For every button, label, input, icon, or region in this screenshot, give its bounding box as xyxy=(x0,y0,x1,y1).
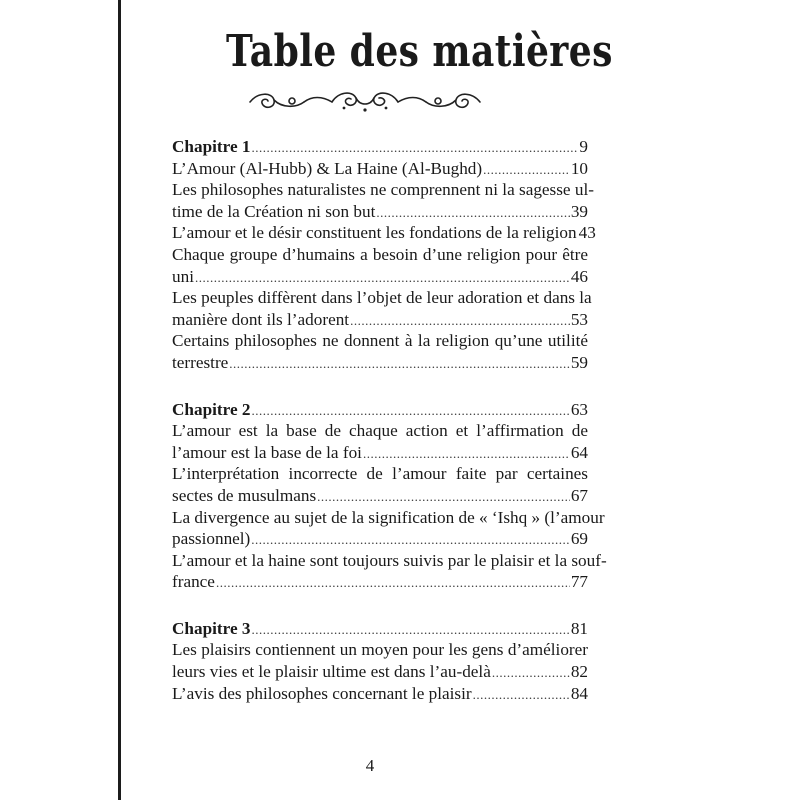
chapter-section xyxy=(172,618,588,704)
toc-entry-last-line-page: 53 xyxy=(570,309,588,329)
dot-leader xyxy=(216,572,570,594)
toc-entry-last-line-page: 82 xyxy=(570,662,588,682)
toc-entry-last-line[interactable] xyxy=(172,571,588,593)
dot-leader xyxy=(350,310,570,332)
toc-entry-line: Les plaisirs contiennent un moyen pour les gens d’améliorer xyxy=(172,640,588,660)
dot-leader xyxy=(483,159,570,181)
dot-leader xyxy=(251,137,578,159)
toc-entry[interactable] xyxy=(172,244,588,287)
table-of-contents xyxy=(172,136,607,704)
dot-leader xyxy=(376,202,569,224)
toc-entry[interactable] xyxy=(172,420,588,463)
toc-entry-last-line-text: l’amour est la base de la foi xyxy=(172,442,362,462)
chapter-heading[interactable] xyxy=(172,618,588,640)
chapter-section xyxy=(172,136,596,374)
toc-entry-last-line[interactable] xyxy=(172,266,588,288)
page-number: 4 xyxy=(365,756,375,775)
toc-entry[interactable] xyxy=(172,179,594,222)
toc-entry-line: Certains philosophes ne donnent à la religion qu’une utilité xyxy=(172,331,588,351)
toc-entry-last-line-text: terrestre xyxy=(172,352,229,372)
toc-entry-last-line[interactable] xyxy=(172,442,588,464)
toc-entry-last-line[interactable] xyxy=(172,661,588,683)
toc-entry-last-line[interactable] xyxy=(172,309,588,331)
chapter-heading-text: Chapitre 1 xyxy=(172,137,251,156)
toc-entry-last-line[interactable] xyxy=(172,352,588,374)
toc-entry[interactable] xyxy=(172,158,588,180)
toc-entry[interactable] xyxy=(172,639,588,682)
toc-entry-last-line-text: leurs vies et le plaisir ultime est dans l’au-delà xyxy=(172,662,491,682)
dot-leader xyxy=(492,662,570,684)
dot-leader xyxy=(229,353,570,375)
chapter-heading[interactable] xyxy=(172,399,588,421)
toc-entry-last-line-page: 84 xyxy=(570,683,588,703)
toc-entry-last-line[interactable] xyxy=(172,222,596,244)
toc-entry[interactable] xyxy=(172,287,592,330)
toc-entry-last-line-text: L’Amour (Al-Hubb) & La Haine (Al-Bughd) xyxy=(172,158,483,178)
toc-entry-last-line-text: sectes de musulmans xyxy=(172,485,317,505)
toc-entry-last-line-page: 77 xyxy=(570,572,588,592)
toc-entry-last-line[interactable] xyxy=(172,528,588,550)
dot-leader xyxy=(363,443,570,465)
toc-entry-last-line[interactable] xyxy=(172,485,588,507)
page-edge-border xyxy=(118,0,121,800)
dot-leader xyxy=(473,684,570,706)
toc-entry-last-line-text: france xyxy=(172,572,215,592)
toc-entry-last-line[interactable] xyxy=(172,158,588,180)
chapter-heading-page: 81 xyxy=(570,618,588,638)
ornament-divider xyxy=(246,86,484,116)
toc-entry-last-line-text: time de la Création ni son but xyxy=(172,201,376,221)
toc-entry[interactable] xyxy=(172,507,605,550)
dot-leader xyxy=(251,529,570,551)
toc-entry-line: L’amour est la base de chaque action et l’affirmation de xyxy=(172,421,588,441)
toc-entry-last-line-page: 67 xyxy=(570,485,588,505)
toc-entry-last-line-page: 69 xyxy=(570,529,588,549)
chapter-section xyxy=(172,399,607,593)
toc-entry-last-line-text: manière dont ils l’adorent xyxy=(172,309,350,329)
toc-entry-last-line-text: L’avis des philosophes concernant le plaisir xyxy=(172,683,472,703)
dot-leader xyxy=(195,267,570,289)
chapter-heading-page: 9 xyxy=(579,137,588,156)
dot-leader xyxy=(317,486,570,508)
toc-entry-last-line-page: 39 xyxy=(570,201,588,221)
toc-entry-last-line-page: 59 xyxy=(570,352,588,372)
toc-entry-last-line[interactable] xyxy=(172,683,588,705)
dot-leader xyxy=(251,619,569,641)
toc-entry-line: L’interprétation incorrecte de l’amour faite par certaines xyxy=(172,464,588,484)
toc-entry[interactable] xyxy=(172,683,588,705)
chapter-heading-text: Chapitre 3 xyxy=(172,618,251,638)
toc-entry-line: La divergence au sujet de la signification de « ‘Ishq » (l’amour xyxy=(172,507,605,527)
toc-entry[interactable] xyxy=(172,550,607,593)
toc-entry-last-line-text: L’amour et le désir constituent les fondations de la religion xyxy=(172,223,577,243)
toc-entry-last-line-page: 64 xyxy=(570,442,588,462)
toc-entry-last-line-page: 10 xyxy=(570,158,588,178)
toc-entry[interactable] xyxy=(172,222,596,244)
toc-entry-last-line-text: passionnel) xyxy=(172,529,251,549)
toc-entry-line: Les peuples diffèrent dans l’objet de leur adoration et dans la xyxy=(172,288,592,308)
toc-entry-last-line-page: 43 xyxy=(578,223,596,243)
toc-entry[interactable] xyxy=(172,463,588,506)
chapter-heading[interactable] xyxy=(172,136,588,158)
page-title: Table des matières xyxy=(226,26,613,77)
toc-entry-line: Les philosophes naturalistes ne comprennent ni la sagesse ul- xyxy=(172,180,594,200)
chapter-heading-text: Chapitre 2 xyxy=(172,399,251,419)
dot-leader xyxy=(251,400,569,422)
toc-entry-line: L’amour et la haine sont toujours suivis par le plaisir et la souf- xyxy=(172,550,607,570)
toc-entry-last-line-text: uni xyxy=(172,266,194,286)
toc-entry[interactable] xyxy=(172,330,588,373)
toc-entry-last-line[interactable] xyxy=(172,201,588,223)
toc-entry-line: Chaque groupe d’humains a besoin d’une religion pour être xyxy=(172,244,588,264)
chapter-heading-page: 63 xyxy=(570,399,588,419)
toc-entry-last-line-page: 46 xyxy=(570,266,588,286)
